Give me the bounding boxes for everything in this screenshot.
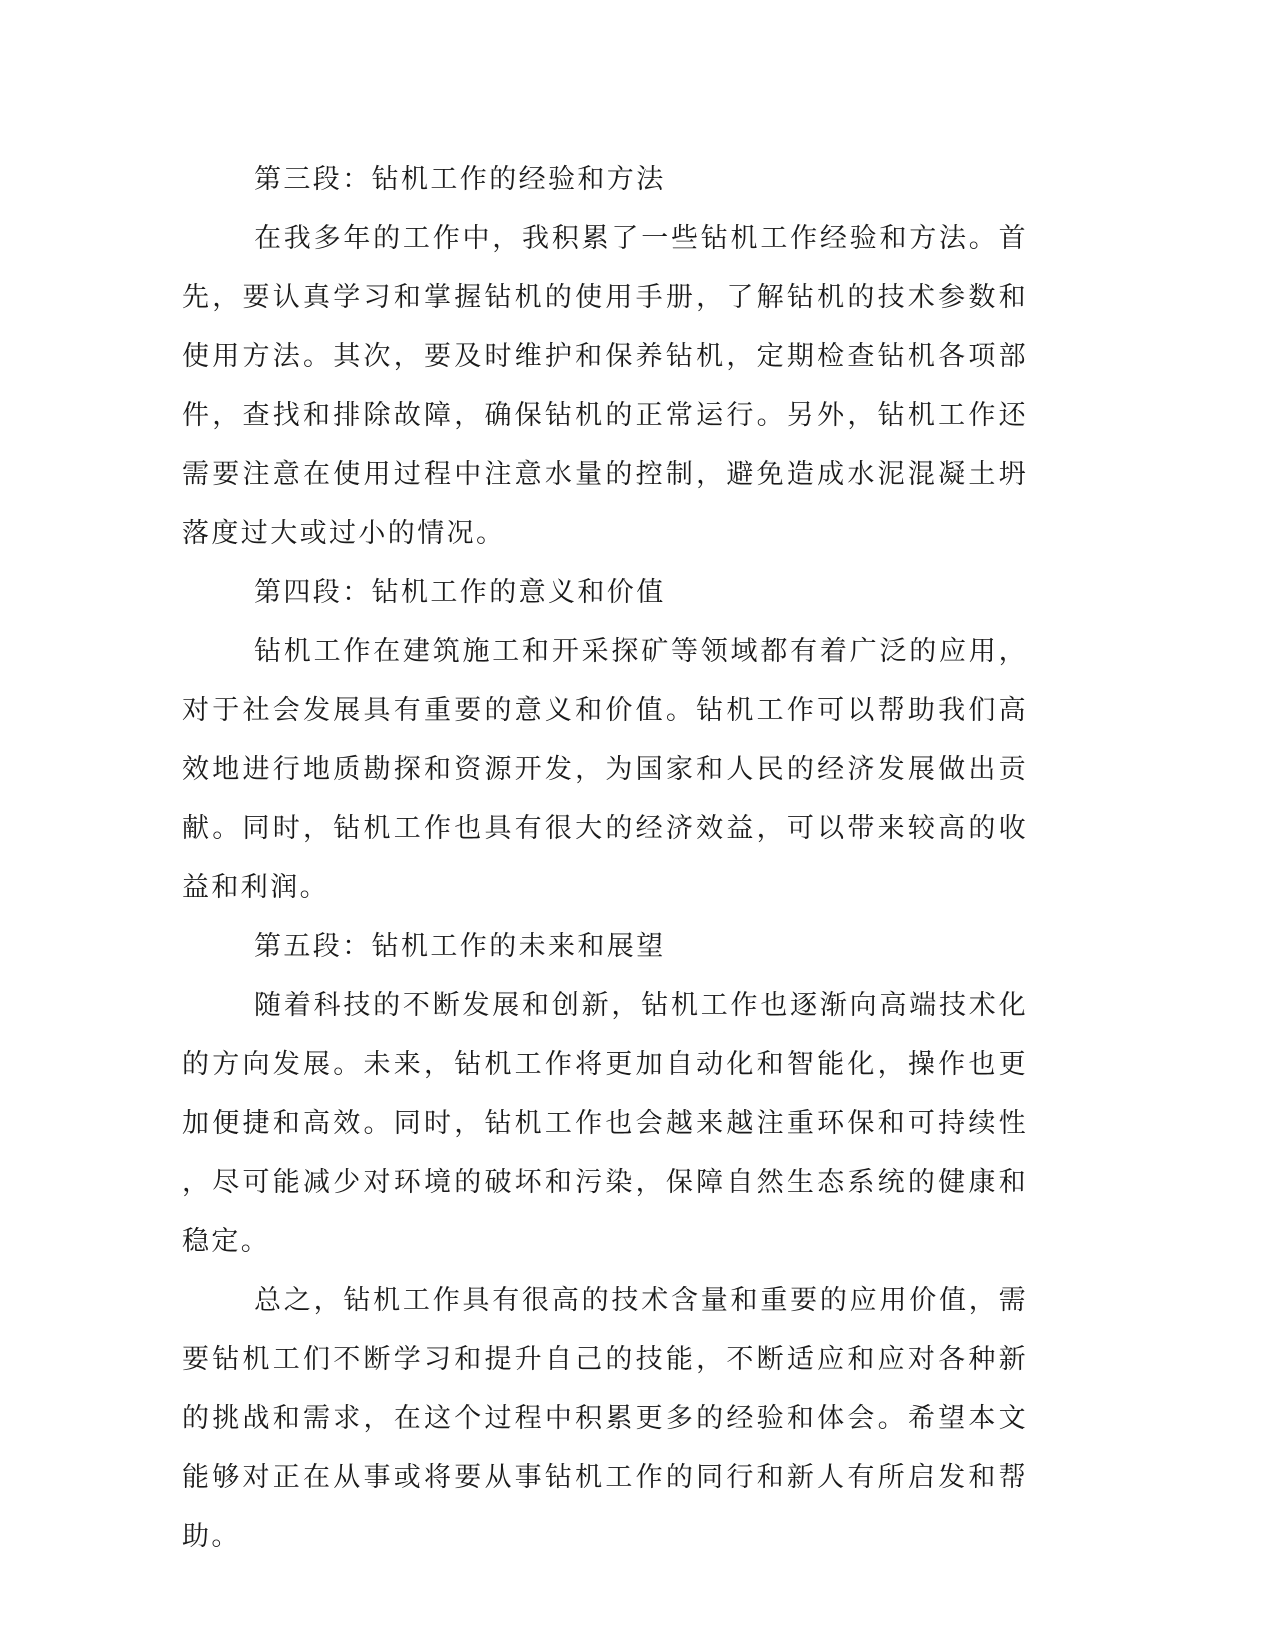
section-heading-3: 第三段：钻机工作的经验和方法 <box>254 164 666 195</box>
section-heading-4: 第四段：钻机工作的意义和价值 <box>254 577 666 608</box>
section-heading-5: 第五段：钻机工作的未来和展望 <box>254 931 666 962</box>
paragraph-future-outlook: 随着科技的不断发展和创新，钻机工作也逐渐向高端技术化的方向发展。未来，钻机工作将更加自动化和智能化，操作也更加便捷和高效。同时，钻机工作也会越来越注重环保和可持续性，尽可能减少对环境的破坏和污染，保障自然生态系统的健康和稳定。 <box>182 990 1028 1257</box>
paragraph-experience-methods: 在我多年的工作中，我积累了一些钻机工作经验和方法。首先，要认真学习和掌握钻机的使用手册，了解钻机的技术参数和使用方法。其次，要及时维护和保养钻机，定期检查钻机各项部件，查找和排除故障，确保钻机的正常运行。另外，钻机工作还需要注意在使用过程中注意水量的控制，避免造成水泥混凝土坍落度过大或过小的情况。 <box>182 223 1028 549</box>
paragraph-significance-value: 钻机工作在建筑施工和开采探矿等领域都有着广泛的应用，对于社会发展具有重要的意义和价值。钻机工作可以帮助我们高效地进行地质勘探和资源开发，为国家和人民的经济发展做出贡献。同时，钻机工作也具有很大的经济效益，可以带来较高的收益和利润。 <box>182 636 1028 903</box>
document-body <box>182 150 1028 1566</box>
paragraph-conclusion: 总之，钻机工作具有很高的技术含量和重要的应用价值，需要钻机工们不断学习和提升自己的技能，不断适应和应对各种新的挑战和需求，在这个过程中积累更多的经验和体会。希望本文能够对正在从事或将要从事钻机工作的同行和新人有所启发和帮助。 <box>182 1285 1028 1552</box>
